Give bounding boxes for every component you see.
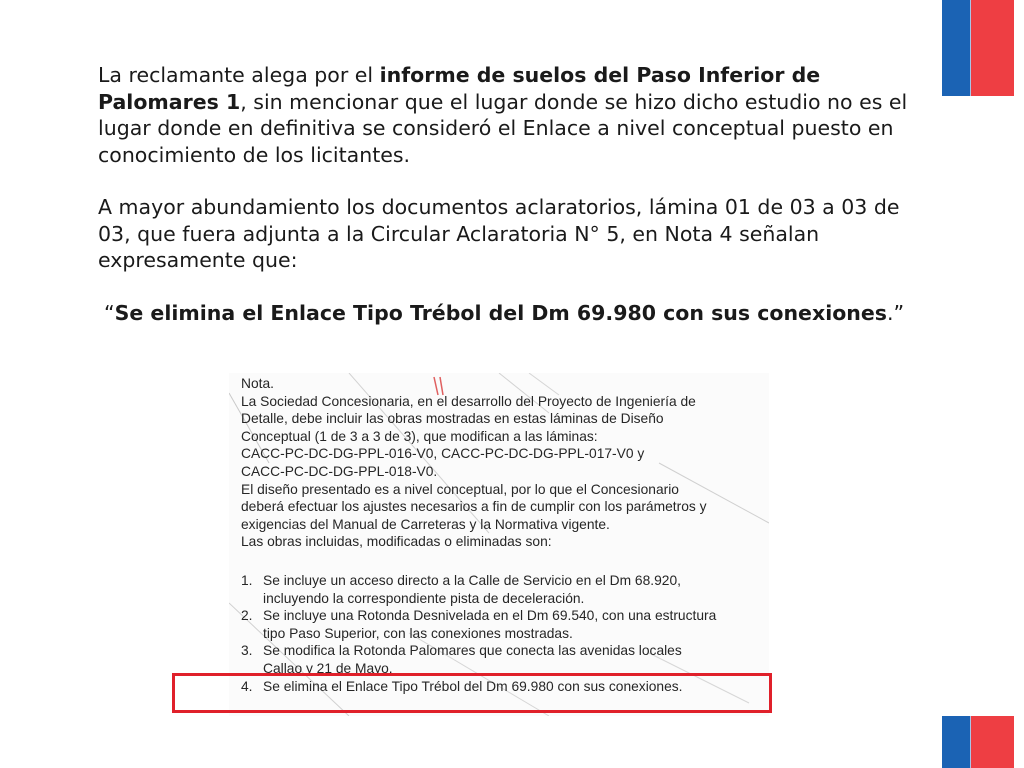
paragraph-quote xyxy=(104,300,928,327)
list-item-text: Se elimina el Enlace Tipo Trébol del Dm 69.980 con sus conexiones. xyxy=(263,678,683,694)
flag-blue-stripe xyxy=(942,0,971,96)
list-item-continuation: Callao y 21 de Mayo. xyxy=(263,660,393,676)
note-line: El diseño presentado es a nivel conceptual, por lo que el Concesionario xyxy=(241,481,679,497)
claim-text-start: La reclamante alega por el xyxy=(98,63,380,87)
note-line: La Sociedad Concesionaria, en el desarrollo del Proyecto de Ingeniería de xyxy=(241,393,696,409)
list-item-continuation: incluyendo la correspondiente pista de deceleración. xyxy=(263,590,585,606)
note-line: Nota. xyxy=(241,376,274,391)
flag-red-stripe xyxy=(971,716,1014,768)
paragraph-claim xyxy=(98,62,928,168)
flag-decoration-bottom xyxy=(942,716,1014,768)
list-item-text: Se incluye un acceso directo a la Calle de Servicio en el Dm 68.920, xyxy=(263,573,681,588)
list-item-number: 3. xyxy=(241,643,253,659)
note-line: Conceptual (1 de 3 a 3 de 3), que modifican a las láminas: xyxy=(241,428,598,444)
note-line: CACC-PC-DC-DG-PPL-018-V0. xyxy=(241,463,438,479)
list-item-text: Se modifica la Rotonda Palomares que conecta las avenidas locales xyxy=(263,643,682,659)
list-item-number: 4. xyxy=(241,678,253,694)
claim-text-end: , sin mencionar que el lugar donde se hizo dicho estudio no es el lugar donde en definitiva se consideró el Enlace a nivel conceptual puesto en conocimiento de los licitantes. xyxy=(98,89,908,167)
note-line: exigencias del Manual de Carreteras y la Normativa vigente. xyxy=(241,516,610,532)
quote-text-bold: Se elimina el Enlace Tipo Trébol del Dm 69.980 con sus conexiones xyxy=(114,300,887,325)
slide-body xyxy=(98,62,928,326)
note-line: Detalle, debe incluir las obras mostradas en estas láminas de Diseño xyxy=(241,411,664,427)
note-line: deberá efectuar los ajustes necesarios a fin de cumplir con los parámetros y xyxy=(241,499,707,515)
quote-open-mark: “ xyxy=(104,300,115,325)
list-item-number: 2. xyxy=(241,608,253,624)
flag-blue-stripe xyxy=(942,716,971,768)
list-item-text: Se incluye una Rotonda Desnivelada en el Dm 69.540, con una estructura xyxy=(263,608,717,624)
scanned-note-image xyxy=(229,373,769,716)
list-item xyxy=(241,572,766,607)
quote-close-mark: .” xyxy=(887,300,905,325)
list-item xyxy=(241,607,766,642)
flag-red-stripe xyxy=(971,0,1014,96)
note-header-block xyxy=(241,375,766,551)
note-line: CACC-PC-DC-DG-PPL-016-V0, CACC-PC-DC-DG-PPL-017-V0 y xyxy=(241,446,645,462)
highlight-box-item-4 xyxy=(172,673,772,713)
list-item-number: 1. xyxy=(241,573,253,588)
paragraph-clarification: A mayor abundamiento los documentos aclaratorios, lámina 01 de 03 a 03 de 03, que fuera adjunta a la Circular Aclaratoria N° 5, en Nota 4 señalan expresamente que: xyxy=(98,195,900,272)
note-line: Las obras incluidas, modificadas o eliminadas son: xyxy=(241,534,552,550)
claim-text-bold: informe de suelos del Paso Inferior de Palomares 1 xyxy=(98,63,821,114)
flag-decoration-top xyxy=(942,0,1014,96)
list-item-continuation: tipo Paso Superior, con las conexiones mostradas. xyxy=(263,625,573,641)
